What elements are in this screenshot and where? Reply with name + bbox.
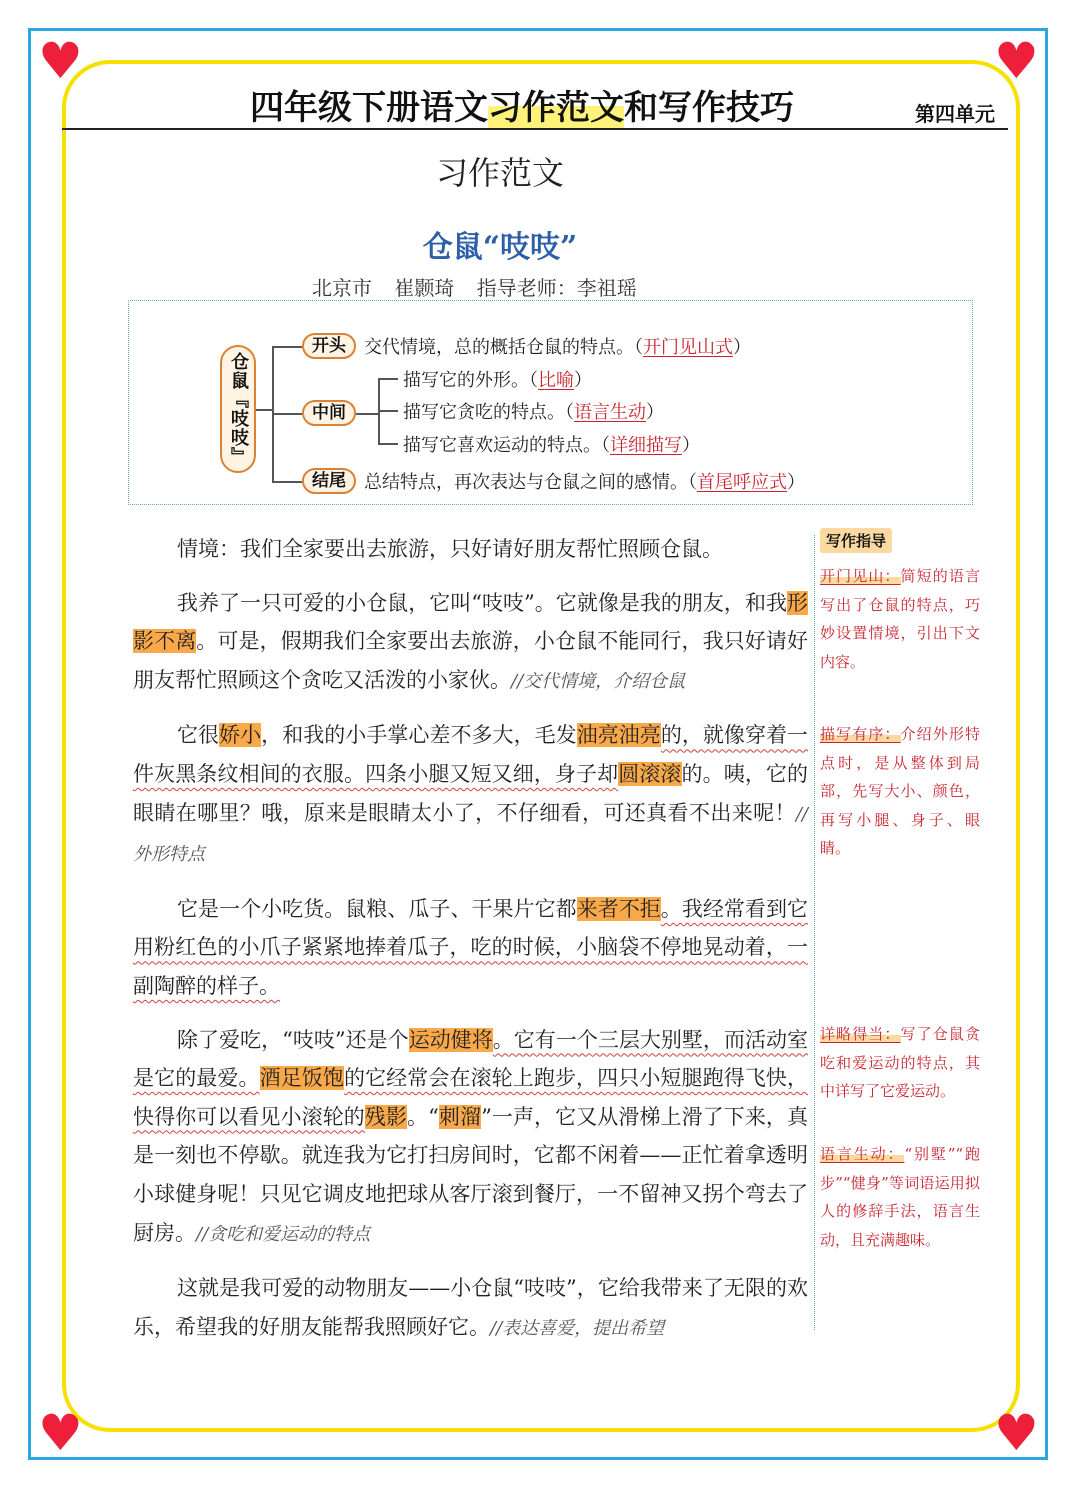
outline-middle-item-text: 描写它喜欢运动的特点。（ bbox=[403, 435, 610, 456]
outline-middle-item-tag: 语言生动 bbox=[574, 402, 646, 423]
p5-note: //表达喜爱，提出希望 bbox=[490, 1317, 665, 1339]
sidebar-tip-key: 详略得当： bbox=[820, 1025, 901, 1043]
heart-icon: ♥ bbox=[994, 1404, 1039, 1462]
p4-text: 的它经常会在滚轮上跑步，四只小短腿跑得飞快，快得你可以看见小滚轮的 bbox=[133, 1066, 809, 1129]
paragraph-3 bbox=[133, 890, 808, 1006]
sidebar-heading: 写作指导 bbox=[820, 528, 892, 553]
connector bbox=[378, 410, 398, 412]
outline-end-text: 总结特点，再次表达与仓鼠之间的感情。（ bbox=[364, 472, 697, 493]
sidebar-tip bbox=[820, 1140, 980, 1254]
connector bbox=[272, 413, 302, 415]
heart-icon: ♥ bbox=[994, 32, 1039, 90]
p1-highlight: 形影不离 bbox=[133, 590, 808, 654]
outline-middle-label: 中间 bbox=[302, 400, 356, 426]
column-divider bbox=[814, 535, 815, 1330]
p1-note: //交代情境，介绍仓鼠 bbox=[511, 670, 686, 692]
unit-label: 第四单元 bbox=[915, 102, 995, 126]
outline-start-tag: 开门见山式 bbox=[643, 337, 733, 358]
sidebar-heading-wrap bbox=[820, 528, 980, 553]
p4-highlight: 酒足饭饱 bbox=[259, 1066, 344, 1091]
p4-highlight: 运动健将 bbox=[408, 1027, 493, 1052]
connector bbox=[378, 443, 398, 445]
p3-text: 。我经常看到它用粉红色的小爪子紧紧地捧着瓜子，吃的时候，小脑袋不停地晃动着，一副陶醉的样子。 bbox=[133, 896, 809, 998]
paragraph-5 bbox=[133, 1269, 808, 1348]
p2-highlight: 油亮油亮 bbox=[576, 723, 661, 748]
page-title bbox=[250, 80, 794, 129]
connector bbox=[272, 346, 302, 348]
outline-middle-item-close: ） bbox=[574, 370, 592, 391]
p4-text: ”一声，它又从滑梯上滑了下来，真是一刻也不停歇。就连我为它打扫房间时，它都不闲着——正忙着拿透明小球健身呢！只见它调皮地把球从客厅滚到餐厅，一不留神又拐个弯去了厨房。 bbox=[133, 1104, 808, 1245]
outline-middle-item-close: ） bbox=[646, 402, 664, 423]
essay-body bbox=[133, 530, 808, 1348]
p2-note: //外形特点 bbox=[133, 803, 808, 866]
outline-end-close: ） bbox=[787, 472, 805, 493]
p4-text: 。它有一个三层大别墅，而活动室是它的最爱。 bbox=[133, 1027, 809, 1091]
outline-end-label: 结尾 bbox=[302, 468, 356, 494]
p3-text: 它是一个小吃货。鼠粮、瓜子、干果片它都 bbox=[177, 896, 577, 921]
outline-middle-item bbox=[403, 398, 664, 424]
outline-middle-item-tag: 比喻 bbox=[538, 370, 574, 391]
p4-text: 除了爱吃，“吱吱”还是个 bbox=[177, 1027, 409, 1052]
sidebar-tip bbox=[820, 1020, 980, 1106]
paragraph-4 bbox=[133, 1021, 808, 1255]
outline-root bbox=[220, 345, 256, 473]
connector bbox=[356, 413, 378, 415]
outline-start bbox=[364, 333, 751, 359]
p4-text: 。“ bbox=[407, 1104, 439, 1129]
p2-text: 的，就像穿着一件灰黑条纹相间的衣服。四条小腿又短又细，身子却 bbox=[133, 723, 809, 786]
sidebar-tip bbox=[820, 562, 980, 676]
outline-end bbox=[364, 468, 805, 494]
sidebar-tip-text: 简短的语言写出了仓鼠的特点，巧妙设置情境，引出下文内容。 bbox=[820, 567, 980, 671]
outline-middle-item-text: 描写它的外形。（ bbox=[403, 370, 538, 391]
title-part1: 四年级下册语文 bbox=[250, 88, 488, 128]
p5-text: 这就是我可爱的动物朋友——小仓鼠“吱吱”，它给我带来了无限的欢乐，希望我的好朋友能帮我照顾好它。 bbox=[133, 1276, 808, 1339]
heart-icon: ♥ bbox=[38, 1404, 83, 1462]
outline-middle-item bbox=[403, 366, 592, 392]
sidebar-tip-key: 开门见山： bbox=[820, 567, 901, 585]
connector bbox=[272, 481, 302, 483]
section-label: 习作范文 bbox=[435, 154, 564, 192]
p1-text: 。可是，假期我们全家要出去旅游，小仓鼠不能同行，我只好请好朋友帮忙照顾这个贪吃又活泼的小家伙。 bbox=[133, 629, 809, 692]
p1-text: 我养了一只可爱的小仓鼠，它叫“吱吱”。它就像是我的朋友，和我 bbox=[177, 590, 787, 615]
outline-start-text: 交代情境，总的概括仓鼠的特点。（ bbox=[364, 337, 643, 358]
sidebar-tip-text: “别墅”“跑步”“健身”等词语运用拟人的修辞手法，语言生动，且充满趣味。 bbox=[820, 1145, 980, 1249]
sidebar-tip-key: 语言生动： bbox=[820, 1145, 905, 1163]
p2-text: 的。咦，它的眼睛在哪里？哦，原来是眼睛太小了，不仔细看，可还真看不出来呢！ bbox=[133, 761, 809, 825]
sidebar-tip-key: 描写有序： bbox=[820, 725, 901, 743]
sidebar-tip-text: 介绍外形特点时，是从整体到局部，先写大小、颜色，再写小腿、身子、眼睛。 bbox=[820, 725, 980, 858]
outline-middle-item-close: ） bbox=[682, 435, 700, 456]
p2-highlight: 圆滚滚 bbox=[618, 761, 682, 786]
outline-middle-item-text: 描写它贪吃的特点。（ bbox=[403, 402, 574, 423]
outline-middle-item-tag: 详细描写 bbox=[610, 435, 682, 456]
outline-middle-item bbox=[403, 431, 700, 457]
paragraph-1 bbox=[133, 584, 808, 702]
context-line: 情境：我们全家要出去旅游，只好请好朋友帮忙照顾仓鼠。 bbox=[177, 537, 723, 561]
outline-start-close: ） bbox=[733, 337, 751, 358]
sidebar-tip-text: 写了仓鼠贪吃和爱运动的特点，其中详写了它爱运动。 bbox=[820, 1025, 980, 1101]
outline-start-label: 开头 bbox=[302, 333, 356, 359]
sidebar-tip bbox=[820, 720, 980, 863]
title-part2: 和写作技巧 bbox=[624, 88, 794, 128]
title-highlight: 习作范文 bbox=[488, 88, 624, 128]
p4-highlight: 刺溜 bbox=[438, 1104, 482, 1129]
outline-end-tag: 首尾呼应式 bbox=[697, 472, 787, 493]
byline: 北京市 崔颢琦 指导老师：李祖瑶 bbox=[312, 276, 637, 300]
connector bbox=[256, 409, 272, 411]
p2-text: 它很 bbox=[177, 723, 220, 748]
paragraph-2 bbox=[133, 716, 808, 874]
p2-text: ，和我的小手掌心差不多大，毛发 bbox=[261, 723, 577, 748]
p4-note: //贪吃和爱运动的特点 bbox=[196, 1223, 371, 1245]
essay-title: 仓鼠“吱吱” bbox=[422, 230, 578, 265]
heart-icon: ♥ bbox=[38, 32, 83, 90]
p4-highlight: 残影 bbox=[364, 1104, 408, 1129]
p2-highlight: 娇小 bbox=[219, 723, 262, 748]
p3-highlight: 来者不拒 bbox=[576, 896, 661, 921]
outline-root-label: 仓鼠『吱吱』 bbox=[228, 352, 249, 466]
connector bbox=[378, 378, 398, 380]
